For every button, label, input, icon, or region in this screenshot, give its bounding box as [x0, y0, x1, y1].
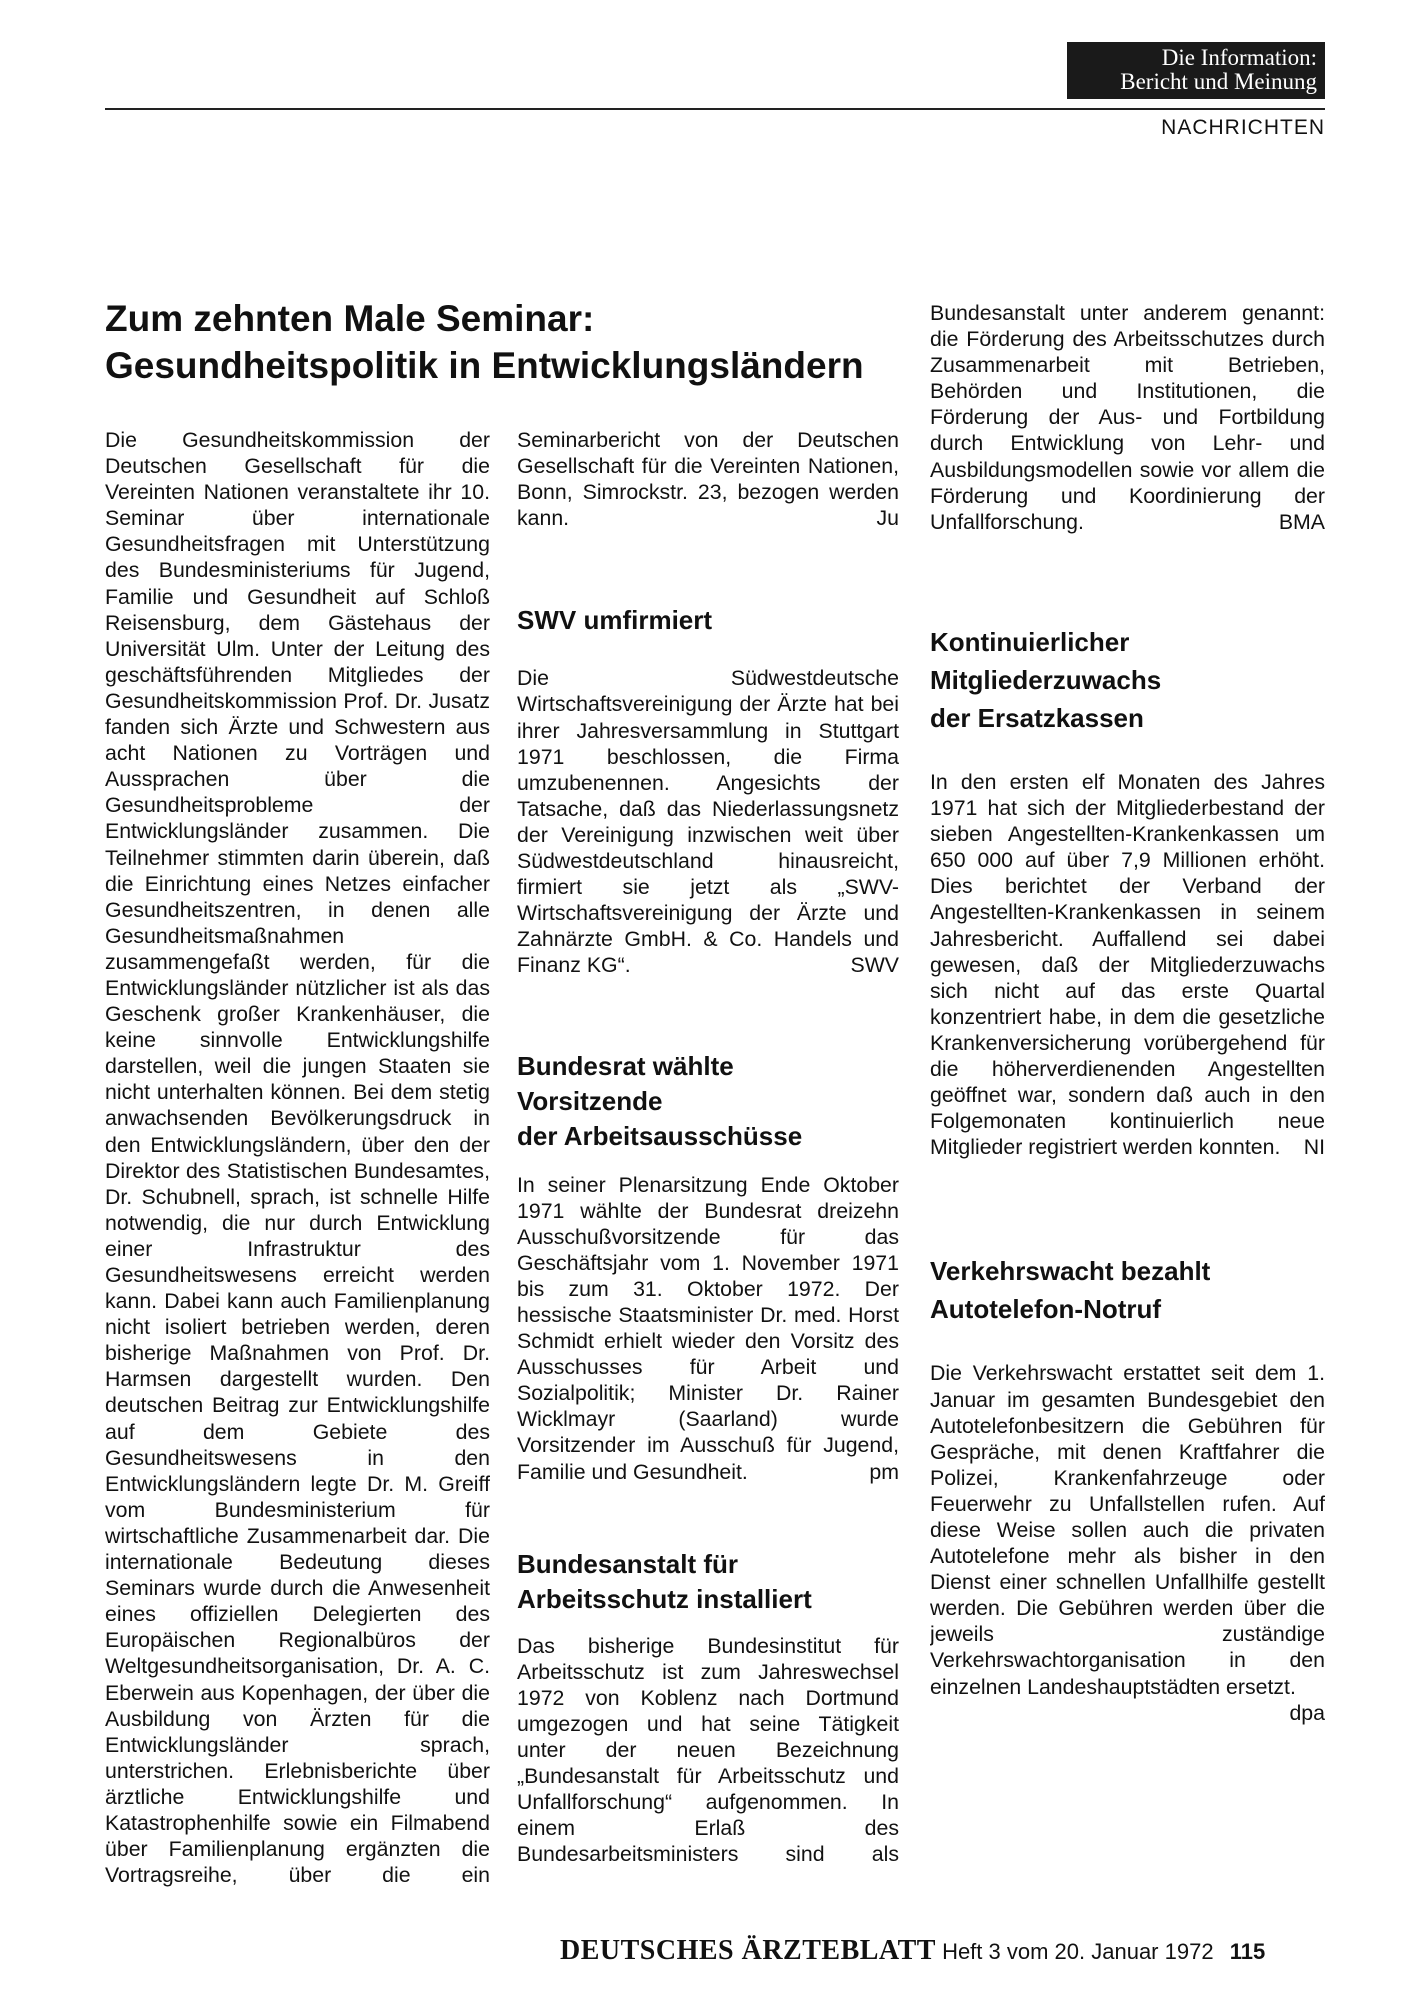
bundesanstalt-text: Das bisherige Bundesinstitut für Arbeitsschutz ist zum Jahreswechsel 1972 von Koblenz nach Dortmund umgezogen und hat seine Tätigkeit unter der neuen Bezeichnung „Bundesanstalt für Arbeitsschutz und Unfallforschung“ aufgenommen. In einem Erlaß des Bundesarbeitsministers sind als: [517, 1633, 899, 1867]
bundesanstalt-signature: BMA: [1278, 509, 1325, 534]
section-label: NACHRICHTEN: [1161, 116, 1325, 139]
ersatzkassen-signature: NI: [1303, 1135, 1325, 1160]
bundesanstalt-body-part1: [517, 1633, 899, 1868]
bundesrat-title-line-3: der Arbeitsausschüsse: [517, 1120, 803, 1151]
bundesrat-title-line-1: Bundesrat wählte: [517, 1050, 734, 1081]
header-rule: [105, 108, 1325, 110]
verkehrswacht-text: Die Verkehrswacht erstattet seit dem 1. Januar im gesamten Bundesgebiet den Autotelefonbesitzern die Gebühren für Gespräche, mit denen Kraftfahrer die Polizei, Krankenfahrzeuge oder Feuerwehr zu Unfallstellen rufen. Auf diese Weise sollen auch die privaten Autotelefone mehr als bisher in den Dienst einer schnellen Unfallhilfe gestellt werden. Die Gebühren werden über die jeweils zuständige Verkehrswachtorganisation in den einzelnen Landeshauptstädten ersetzt.: [930, 1361, 1325, 1699]
bundesanstalt-title-line-2: Arbeitsschutz installiert: [517, 1583, 812, 1614]
continuation-window: [517, 427, 899, 531]
main-title-line-2: Gesundheitspolitik in Entwicklungsländern: [105, 345, 864, 386]
ersatzkassen-title-line-3: der Ersatzkassen: [930, 703, 1144, 733]
main-article-title: [105, 295, 935, 389]
magazine-name: DEUTSCHES ÄRZTEBLATT: [560, 1935, 936, 1966]
bundesanstalt-title: [517, 1547, 899, 1617]
bundesrat-signature: pm: [869, 1459, 899, 1484]
main-title-line-1: Zum zehnten Male Seminar:: [105, 298, 595, 339]
issue-info: Heft 3 vom 20. Januar 1972: [942, 1939, 1214, 1964]
bundesrat-body: [517, 1172, 899, 1485]
bundesanstalt-continuation: [930, 300, 1325, 561]
main-article-body-clone: [517, 427, 899, 531]
bundesanstalt-continuation-window: [930, 300, 1325, 535]
column-2: [517, 427, 899, 1868]
ersatzkassen-text: In den ersten elf Monaten des Jahres 1971 hat sich der Mitgliederbestand der sieben Angestellten-Krankenkassen um 650 000 auf über 7,9 Millionen erhöht. Dies berichtet der Verband der Angestellten-Krankenkassen in seinem Jahresbericht. Auffallend sei dabei gewesen, daß der Mitgliederzuwachs sich nicht auf das erste Quartal konzentriert habe, in dem die gesetzliche Krankenversicherung vorübergehend für die höherverdienenden Angestellten geöffnet war, sondern daß auch in den Folgemonaten kontinuierlich neue Mitglieder registriert werden konnten.: [930, 770, 1325, 1160]
swv-body: [517, 665, 899, 978]
bundesanstalt-text-continued: Bundesanstalt unter anderem genannt: die Förderung des Arbeitsschutzes durch Zusammenarbeit mit Betrieben, Behörden und Institutionen, die Förderung der Aus- und Fortbildung durch Entwicklung von Lehr- und Ausbildungsmodellen sowie vor allem die Förderung und Koordinierung der Unfallforschung.: [930, 300, 1325, 534]
column-1: [105, 427, 490, 1889]
verkehrswacht-title-line-2: Autotelefon-Notruf: [930, 1294, 1162, 1325]
main-article-continuation: [517, 427, 899, 531]
verkehrswacht-title-line-1: Verkehrswacht bezahlt: [930, 1256, 1211, 1287]
main-article-body-continued: Seminarbericht von der Deutschen Gesellschaft für die Vereinten Nationen, Bonn, Simrockstr. 23, bezogen werden kann.: [517, 427, 899, 530]
verkehrswacht-title: [930, 1252, 1325, 1328]
bundesrat-title: [517, 1049, 899, 1154]
main-article-signature: Ju: [876, 505, 899, 530]
main-article-body-part1: [105, 427, 490, 1889]
swv-text: Die Südwestdeutsche Wirtschaftsvereinigung der Ärzte hat bei ihrer Jahresversammlung in Stuttgart 1971 beschlossen, die Firma umzubenennen. Angesichts der Tatsache, daß das Niederlassungsnetz der Vereinigung inzwischen weit über Südwestdeutschland hinausreicht, firmiert sie jetzt als „SWV-Wirtschaftsvereinigung der Ärzte und Zahnärzte GmbH. & Co. Handels und Finanz KG“.: [517, 666, 899, 978]
ersatzkassen-title-line-2: Mitgliederzuwachs: [930, 665, 1162, 695]
ersatzkassen-body: [930, 769, 1325, 1160]
section-badge: [1067, 42, 1325, 99]
swv-title: SWV umfirmiert: [517, 605, 713, 636]
badge-line-1: Die Information:: [1161, 45, 1317, 70]
page-number: 115: [1229, 1939, 1266, 1964]
main-article-body: Die Gesundheitskommission der Deutschen Gesellschaft für die Vereinten Nationen veranstaltete ihr 10. Seminar über internationale Gesundheitsfragen mit Unterstützung des Bundesministeriums für Jugend, Familie und Gesundheit auf Schloß Reisensburg, dem Gästehaus der Universität Ulm. Unter der Leitung des geschäftsführenden Mitgliedes der Gesundheitskommission Prof. Dr. Jusatz fanden sich Ärzte und Schwestern aus acht Nationen zu Vorträgen und Aussprachen über die Gesundheitsprobleme der Entwicklungsländer zusammen. Die Teilnehmer stimmten darin überein, daß die Einrichtung eines Netzes einfacher Gesundheitszentren, in denen alle Gesundheitsmaßnahmen zusammengefaßt werden, für die Entwicklungsländer nützlicher ist als das Geschenk großer Krankenhäuser, die keine sinnvolle Entwicklungshilfe darstellen, weil die jungen Staaten sie nicht unterhalten können. Bei dem stetig anwachsenden Bevölkerungsdruck in den Entwicklungsländern, über den der Direktor des Statistischen Bundesamtes, Dr. Schubnell, sprach, ist schnelle Hilfe notwendig, die nur durch Entwicklung einer Infrastruktur des Gesundheitswesens erreicht werden kann. Dabei kann auch Familienplanung nicht isoliert betrieben werden, deren bisherige Maßnahmen von Prof. Dr. Harmsen dargestellt wurden. Den deutschen Beitrag zur Entwicklungshilfe auf dem Gebiete des Gesundheitswesens in den Entwicklungsländern legte Dr. M. Greiff vom Bundesministerium für wirtschaftliche Zusammenarbeit dar. Die internationale Bedeutung dieses Seminars wurde durch die Anwesenheit eines offiziellen Delegierten des Europäischen Regionalbüros der Weltgesundheitsorganisation, Dr. A. C. Eberwein aus Kopenhagen, der über die Ausbildung von Ärzten für die Entwicklungsländer sprach, unterstrichen. Erlebnisberichte über ärztliche Entwicklungshilfe und Katastrophenhilfe sowie ein Filmabend über Familienplanung ergänzten die Vortragsreihe, über die ein: [105, 428, 490, 1888]
ersatzkassen-title-line-1: Kontinuierlicher: [930, 627, 1130, 657]
bundesanstalt-title-line-1: Bundesanstalt für: [517, 1548, 739, 1579]
swv-signature: SWV: [850, 953, 899, 978]
badge-line-2: Bericht und Meinung: [1120, 69, 1317, 94]
bundesrat-text: In seiner Plenarsitzung Ende Oktober 1971 wählte der Bundesrat dreizehn Ausschußvorsitzende für das Geschäftsjahr vom 1. November 1971 bis zum 31. Oktober 1972. Der hessische Staatsminister Dr. med. Horst Schmidt erhielt wieder den Vorsitz des Ausschusses für Arbeit und Sozialpolitik; Minister Dr. Rainer Wicklmayr (Saarland) wurde Vorsitzender im Ausschuß für Jugend, Familie und Gesundheit.: [517, 1172, 899, 1484]
ersatzkassen-title: [930, 623, 1325, 737]
bundesrat-title-line-2: Vorsitzende: [517, 1085, 663, 1116]
verkehrswacht-signature: dpa: [1289, 1700, 1325, 1725]
bundesanstalt-body-clone: [930, 300, 1325, 535]
column-3: [930, 300, 1325, 1890]
page-footer: [560, 1935, 1325, 1967]
verkehrswacht-body: [930, 1360, 1325, 1725]
